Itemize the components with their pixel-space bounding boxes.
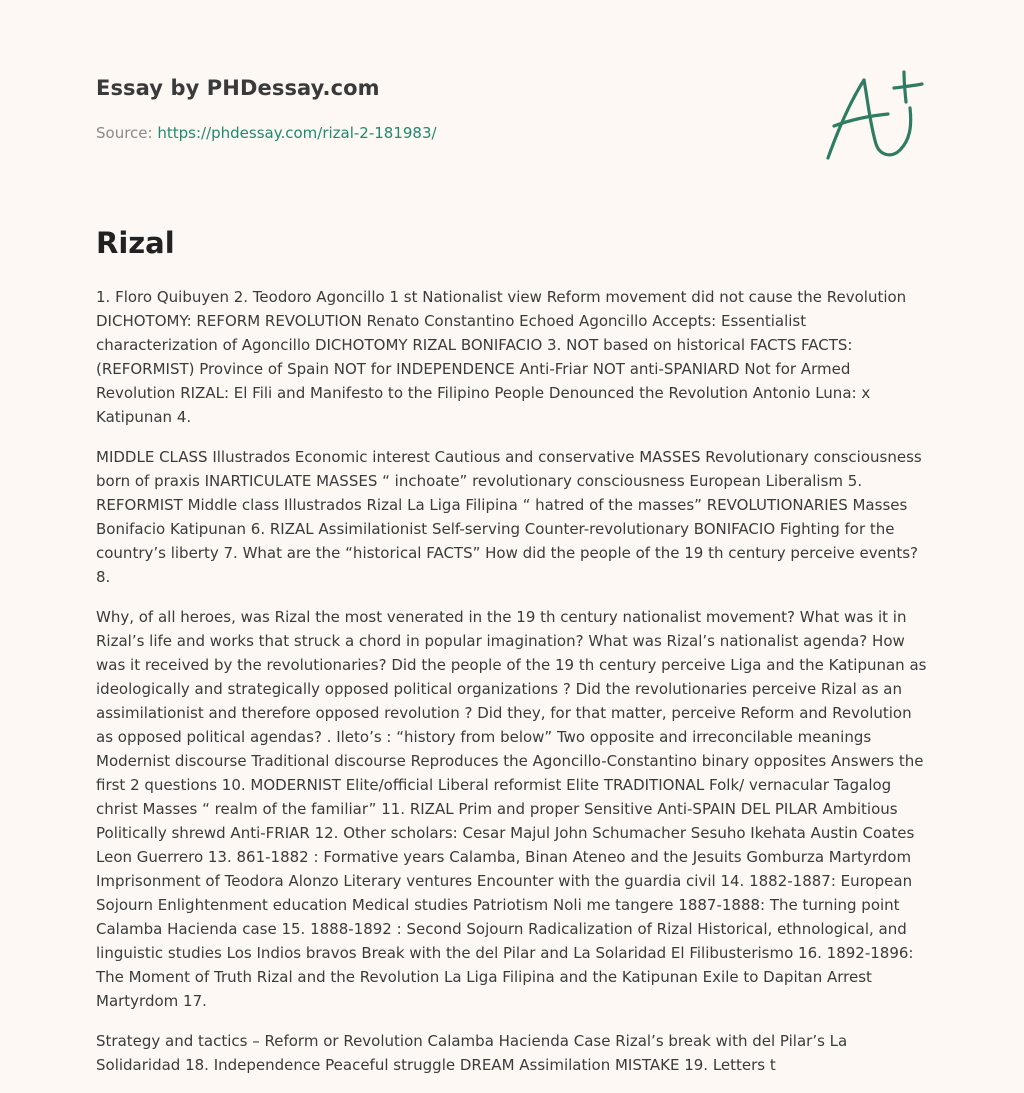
essay-paragraph: Strategy and tactics – Reform or Revolution Calamba Hacienda Case Rizal’s break with del Pilar’s La Solidaridad 18. Independence Peaceful struggle DREAM Assimilation MISTAKE 19. Letters t xyxy=(96,1032,848,1074)
document-title: Rizal xyxy=(96,226,175,260)
source-line xyxy=(96,124,437,142)
essay-paragraph: 1. Floro Quibuyen 2. Teodoro Agoncillo 1 st Nationalist view Reform movement did not cause the Revolution DICHOTOMY: REFORM REVOLUTION Renato Constantino Echoed Agoncillo Accepts: Essentialist characterization of Agoncillo DICHOTOMY RIZAL BONIFACIO 3. NOT based on historical FACTS FACTS: (REFORMIST) Province of Spain NOT for INDEPENDENCE Anti-Friar NOT anti-SPANIARD Not for Armed Revolution RIZAL: El Fili and Manifesto to the Filipino People Denounced the Revolution Antonio Luna: x Katipunan 4. xyxy=(96,288,907,426)
source-link[interactable]: https://phdessay.com/rizal-2-181983/ xyxy=(157,124,437,142)
essay-body xyxy=(96,285,932,1093)
essay-paragraph: MIDDLE CLASS Illustrados Economic interest Cautious and conservative MASSES Revolutionary consciousness born of praxis INARTICULATE MASSES “ inchoate” revolutionary consciousness European Liberalism 5. REFORMIST Middle class Illustrados Rizal La Liga Filipina “ hatred of the masses” REVOLUTIONARIES Masses Bonifacio Katipunan 6. RIZAL Assimilationist Self-serving Counter-revolutionary BONIFACIO Fighting for the country’s liberty 7. What are the “historical FACTS” How did the people of the 19 th century perceive events? 8. xyxy=(96,448,922,586)
a-plus-logo-icon xyxy=(824,68,928,164)
source-label: Source: xyxy=(96,124,153,142)
essay-paragraph: Why, of all heroes, was Rizal the most venerated in the 19 th century nationalist movement? What was it in Rizal’s life and works that struck a chord in popular imagination? What was Rizal’s nationalist agenda? How was it received by the revolutionaries? Did the people of the 19 th century perceive Liga and the Katipunan as ideologically and strategically opposed political organizations ? Did the revolutionaries perceive Rizal as an assimilationist and therefore opposed revolution ? Did they, for that matter, perceive Reform and Revolution as opposed political agendas? . Ileto’s : “history from below” Two opposite and irreconcilable meanings Modernist discourse Traditional discourse Reproduces the Agoncillo-Constantino binary opposites Answers the first 2 questions 10. MODERNIST Elite/official Liberal reformist Elite TRADITIONAL Folk/ vernacular Tagalog christ Masses “ realm of the familiar” 11. RIZAL Prim and proper Sensitive Anti-SPAIN DEL PILAR Ambitious Politically shrewd Anti-FRIAR 12. Other scholars: Cesar Majul John Schumacher Sesuho Ikehata Austin Coates Leon Guerrero 13. 861-1882 : Formative years Calamba, Binan Ateneo and the Jesuits Gomburza Martyrdom Imprisonment of Teodora Alonzo Literary ventures Encounter with the guardia civil 14. 1882-1887: European Sojourn Enlightenment education Medical studies Patriotism Noli me tangere 1887-1888: The turning point Calamba Hacienda case 15. 1888-1892 : Second Sojourn Radicalization of Rizal Historical, ethnological, and linguistic studies Los Indios bravos Break with the del Pilar and La Solaridad El Filibusterismo 16. 1892-1896: The Moment of Truth Rizal and the Revolution La Liga Filipina and the Katipunan Exile to Dapitan Arrest Martyrdom 17. xyxy=(96,608,927,1010)
site-title: Essay by PHDessay.com xyxy=(96,76,380,100)
